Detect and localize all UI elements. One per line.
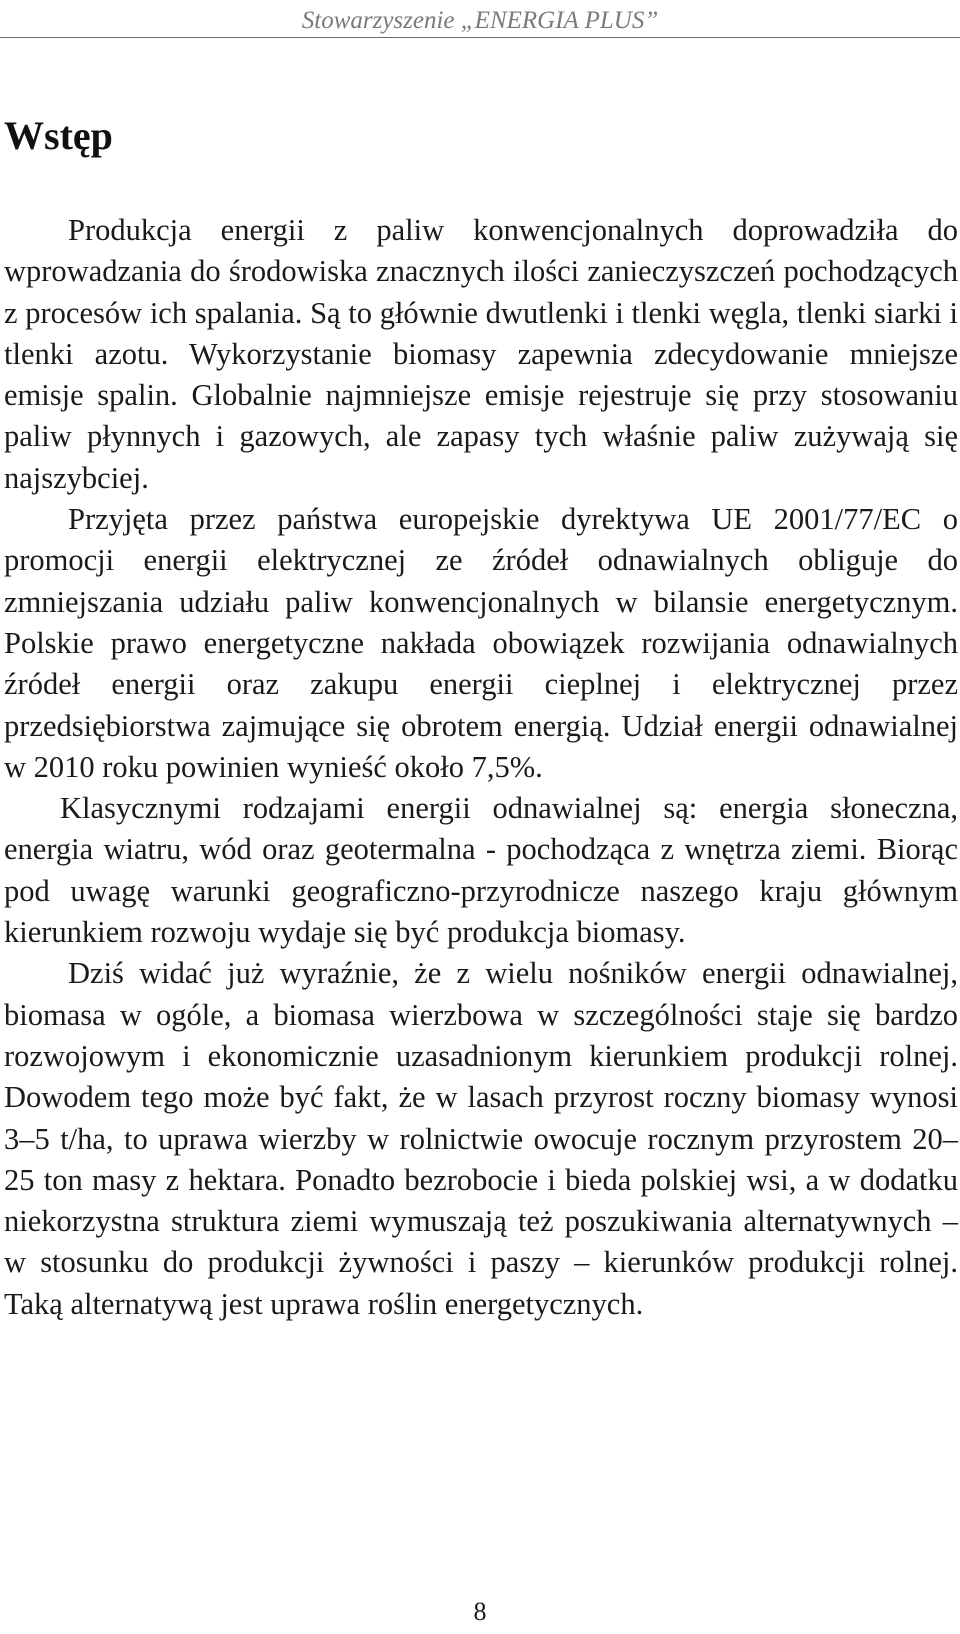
page-number: 8 bbox=[473, 1597, 487, 1626]
header-divider bbox=[0, 37, 960, 38]
paragraph-biomass: Dziś widać już wyraźnie, że z wielu nośników energii odnawialnej, biomasa w ogóle, a biomasa wierzbowa w szczególności staje się bardzo rozwojowym i ekonomicznie uzasadnionym kierunkiem produkcji rolnej. Dowodem tego może być fakt, że w lasach przyrost roczny biomasy wynosi 3–5 t/ha, to uprawa wierzby w rolnictwie owocuje rocznym przyrostem 20–25 ton masy z hektara. Ponadto bezrobocie i bieda polskiej wsi, a w dodatku niekorzystna struktura ziemi wymuszają też poszukiwania alternatywnych – w stosunku do produkcji żywności i paszy – kierunków produkcji rolnej. Taką alternatywą jest uprawa roślin energetycznych. bbox=[4, 956, 958, 1321]
section-title: Wstęp bbox=[4, 113, 113, 158]
running-header: Stowarzyszenie „ENERGIA PLUS” bbox=[301, 7, 659, 34]
body-text bbox=[4, 210, 958, 1325]
paragraph-emissions: Produkcja energii z paliw konwencjonalnych doprowadziła do wprowadzania do środowiska znacznych ilości zanieczyszczeń pochodzących z procesów ich spalania. Są to głównie dwutlenki i tlenki węgla, tlenki siarki i tlenki azotu. Wykorzystanie biomasy zapewnia zdecydowanie mniejsze emisje spalin. Globalnie najmniejsze emisje rejestruje się przy stosowaniu paliw płynnych i gazowych, ale zapasy tych właśnie paliw zużywają się najszybciej. bbox=[4, 213, 958, 495]
paragraph-renewable-types: Klasycznymi rodzajami energii odnawialnej są: energia słoneczna, energia wiatru, wód oraz geotermalna - pochodząca z wnętrza ziemi. Biorąc pod uwagę warunki geograficzno-przyrodnicze naszego kraju głównym kierunkiem rozwoju wydaje się być produkcja biomasy. bbox=[4, 791, 958, 950]
paragraph-directive: Przyjęta przez państwa europejskie dyrektywa UE 2001/77/EC o promocji energii elektrycznej ze źródeł odnawialnych obliguje do zmniejszania udziału paliw konwencjonalnych w bilansie energetycznym. Polskie prawo energetyczne nakłada obowiązek rozwijania odnawialnych źródeł energii oraz zakupu energii cieplnej i elektrycznej przez przedsiębiorstwa zajmujące się obrotem energią. Udział energii odnawialnej w 2010 roku powinien wynieść około 7,5%. bbox=[4, 502, 958, 784]
